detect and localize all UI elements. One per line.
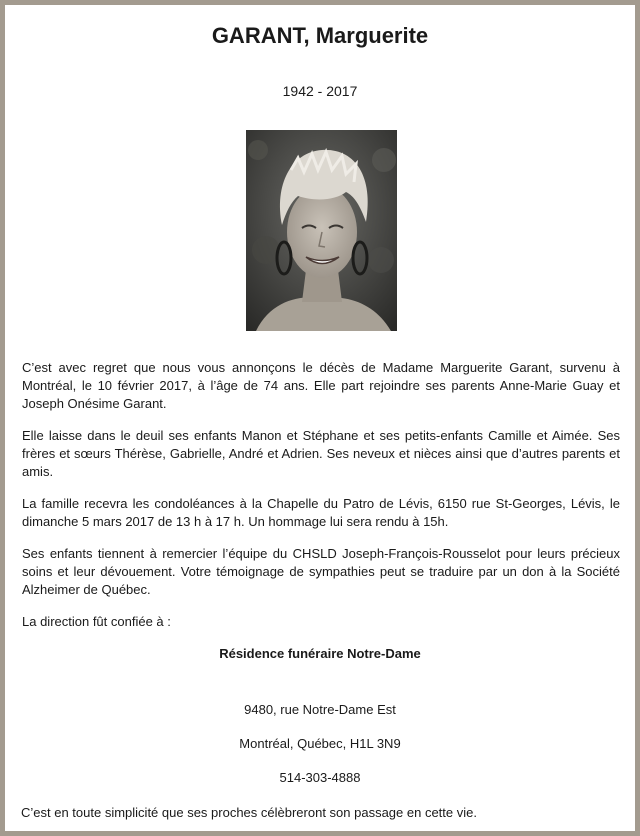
obituary-body: [22, 359, 620, 645]
funeral-home-name: Résidence funéraire Notre-Dame: [219, 646, 421, 661]
paragraph-announcement: C’est avec regret que nous vous annonçons le décès de Madame Marguerite Garant, survenu à Montréal, le 10 février 2017, à l’âge de 74 ans. Elle part rejoindre ses parents Anne-Marie Guay et Joseph Onésime Garant.: [22, 360, 620, 411]
funeral-home-phone: 514-303-4888: [279, 770, 361, 785]
paragraph-survivors: Elle laisse dans le deuil ses enfants Manon et Stéphane et ses petits-enfants Camille et Aimée. Ses frères et sœurs Thérèse, Gabrielle, André et Adrien. Ses neveux et nièces ainsi que d’autres parents et amis.: [22, 428, 620, 479]
deceased-name: GARANT, Marguerite: [211, 23, 429, 48]
paragraph-direction: La direction fût confiée à :: [22, 614, 171, 629]
paragraph-thanks: Ses enfants tiennent à remercier l’équipe du CHSLD Joseph-François-Rousselot pour leurs précieux soins et leur dévouement. Votre témoignage de sympathies peut se traduire par un don à la Société Alzheimer de Québec.: [22, 546, 620, 597]
funeral-home-city: Montréal, Québec, H1L 3N9: [239, 736, 401, 751]
paragraph-visitation: La famille recevra les condoléances à la Chapelle du Patro de Lévis, 6150 rue St-Georges, Lévis, le dimanche 5 mars 2017 de 13 h à 17 h. Un hommage lui sera rendu à 15h.: [22, 496, 620, 529]
life-dates: 1942 - 2017: [282, 83, 358, 99]
funeral-home-address: 9480, rue Notre-Dame Est: [244, 702, 396, 717]
obituary-page: [5, 5, 635, 831]
portrait-photo: [246, 130, 397, 331]
closing-line: C’est en toute simplicité que ses proches célèbreront son passage en cette vie.: [21, 805, 477, 820]
